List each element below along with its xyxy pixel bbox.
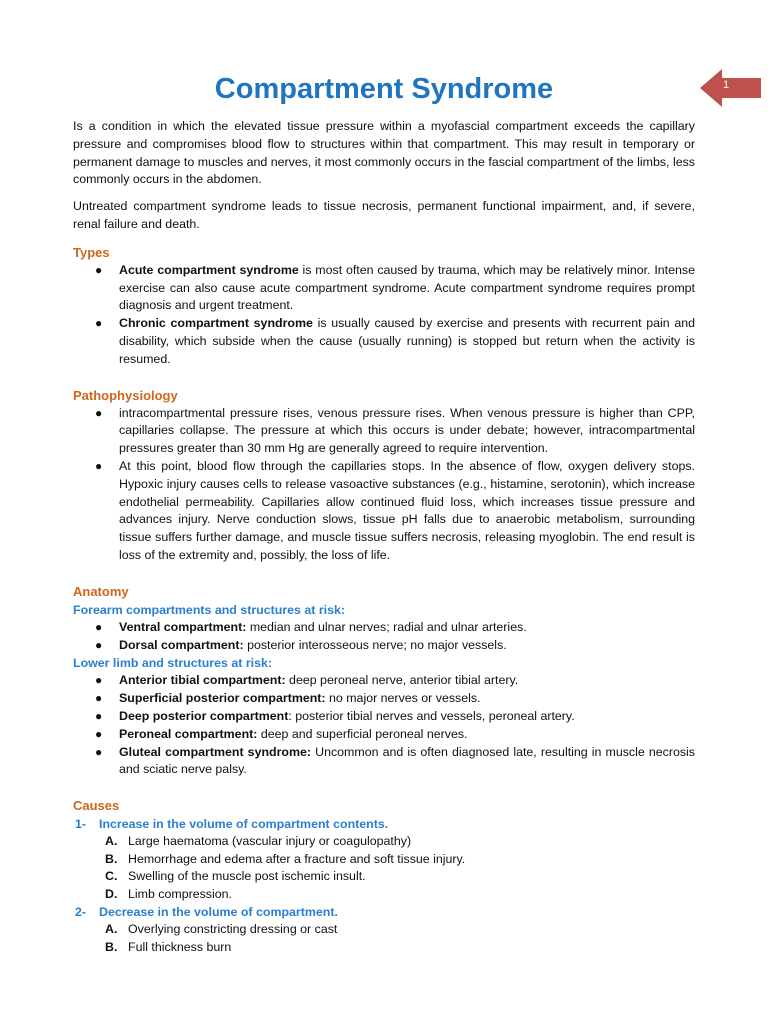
types-heading: Types: [73, 244, 110, 260]
definition: median and ulnar nerves; radial and ulnar arteries.: [246, 619, 527, 634]
list-text: Full thickness burn: [128, 940, 232, 955]
list-item: [73, 886, 695, 904]
list-item: [73, 744, 695, 780]
bullet-icon: ●: [95, 619, 103, 634]
bullet-icon: ●: [95, 458, 103, 473]
list-item: [73, 672, 695, 690]
list-item: [73, 405, 695, 458]
list-text: Limb compression.: [128, 886, 232, 901]
list-letter: A.: [105, 834, 118, 849]
cause-group-heading: [73, 815, 695, 833]
list-text: Overlying constricting dressing or cast: [128, 922, 338, 937]
list-item: [73, 262, 695, 315]
pathophysiology-heading: Pathophysiology: [73, 387, 178, 403]
cause-group-number: 2-: [75, 905, 87, 920]
list-text: intracompartmental pressure rises, venous pressure rises. When venous pressure is higher than CPP, capillaries collapse. The pressure at which this occurs is under debate; however, intracompartmental pressures greater than 30 mm Hg are generally agreed to require intervention.: [119, 405, 695, 456]
term: Dorsal compartment:: [119, 637, 244, 652]
bullet-icon: ●: [95, 262, 103, 277]
list-text: Swelling of the muscle post ischemic insult.: [128, 869, 366, 884]
bullet-icon: ●: [95, 405, 103, 420]
list-item: [73, 637, 695, 655]
forearm-list: [73, 619, 695, 655]
definition: no major nerves or vessels.: [325, 691, 481, 706]
bullet-icon: ●: [95, 316, 103, 331]
page-number: 1: [722, 79, 730, 91]
bullet-icon: ●: [95, 691, 103, 706]
term: Anterior tibial compartment:: [119, 673, 286, 688]
list-item: [73, 726, 695, 744]
list-item: [73, 690, 695, 708]
page-title: Compartment Syndrome: [214, 73, 554, 105]
list-item: [73, 851, 695, 869]
list-letter: D.: [105, 886, 118, 901]
term: Chronic compartment syndrome: [119, 316, 313, 331]
definition: Uncommon and is often diagnosed late, resulting in muscle necrosis and sciatic nerve palsy.: [119, 744, 695, 777]
causes-heading: Causes: [73, 798, 120, 814]
list-item: [73, 708, 695, 726]
list-item: [73, 868, 695, 886]
cause-list-1: [73, 833, 695, 903]
definition: posterior interosseous nerve; no major vessels.: [243, 637, 507, 652]
list-item: [73, 833, 695, 851]
bullet-icon: ●: [95, 744, 103, 759]
lower-limb-subheading: Lower limb and structures at risk:: [73, 656, 272, 671]
list-text: At this point, blood flow through the capillaries stops. In the absence of flow, oxygen delivery stops. Hypoxic injury causes cells to release vasoactive substances (e.g., histamine, serotonin), which increase endothelial permeability. Capillaries allow continued fluid loss, which increases tissue pressure and advances injury. Nerve conduction slows, tissue pH falls due to anaerobic metabolism, surrounding tissue suffers further damage, and muscle tissue suffers necrosis, releasing myoglobin. The end result is loss of the extremity and, possibly, the loss of life.: [119, 458, 695, 562]
forearm-subheading: Forearm compartments and structures at risk:: [73, 602, 345, 617]
list-letter: A.: [105, 922, 118, 937]
list-item: [73, 921, 695, 939]
cause-list-2: [73, 921, 695, 956]
term: Peroneal compartment:: [119, 726, 258, 741]
term: Acute compartment syndrome: [119, 262, 299, 277]
lower-limb-list: [73, 672, 695, 779]
anatomy-heading: Anatomy: [73, 583, 129, 599]
cause-group-label: Increase in the volume of compartment contents.: [99, 817, 389, 832]
bullet-icon: ●: [95, 708, 103, 723]
list-letter: B.: [105, 940, 118, 955]
list-item: [73, 458, 695, 565]
definition: is most often caused by trauma, which may be relatively minor. Intense exercise can also cause acute compartment syndrome. Acute compartment syndrome requires prompt diagnosis and urgent treatment.: [119, 262, 695, 313]
list-letter: C.: [105, 869, 118, 884]
term: Superficial posterior compartment:: [119, 691, 326, 706]
list-text: Large haematoma (vascular injury or coagulopathy): [128, 834, 412, 849]
term: Gluteal compartment syndrome:: [119, 744, 312, 759]
cause-group-label: Decrease in the volume of compartment.: [99, 905, 338, 920]
cause-group-heading: [73, 903, 695, 921]
term: Ventral compartment:: [119, 619, 247, 634]
definition: is usually caused by exercise and presents with recurrent pain and disability, which subside when the cause (usually running) is stopped but return when the activity is resumed.: [119, 316, 695, 366]
list-item: [73, 939, 695, 957]
pathophysiology-list: [73, 405, 695, 565]
intro-paragraph-1: Is a condition in which the elevated tissue pressure within a myofascial compartment exceeds the capillary pressure and compromises blood flow to structures within that compartment. This may result in temporary or permanent damage to muscles and nerves, it most commonly occurs in the fascial compartment of the limbs, less commonly occurs in the abdomen.: [73, 119, 695, 187]
definition: deep peroneal nerve, anterior tibial artery.: [285, 673, 519, 688]
list-letter: B.: [105, 851, 118, 866]
left-arrow-icon: [700, 68, 764, 108]
definition: deep and superficial peroneal nerves.: [257, 726, 468, 741]
list-item: [73, 315, 695, 368]
definition: : posterior tibial nerves and vessels, peroneal artery.: [288, 708, 575, 723]
intro-paragraph-2: Untreated compartment syndrome leads to tissue necrosis, permanent functional impairment, and, if severe, renal failure and death.: [73, 199, 695, 231]
bullet-icon: ●: [95, 673, 103, 688]
page-number-badge: [700, 68, 764, 108]
document-body: [73, 118, 695, 957]
list-item: [73, 619, 695, 637]
types-list: [73, 262, 695, 369]
bullet-icon: ●: [95, 637, 103, 652]
term: Deep posterior compartment: [119, 708, 289, 723]
list-text: Hemorrhage and edema after a fracture and soft tissue injury.: [128, 851, 466, 866]
cause-group-number: 1-: [75, 817, 87, 832]
bullet-icon: ●: [95, 726, 103, 741]
